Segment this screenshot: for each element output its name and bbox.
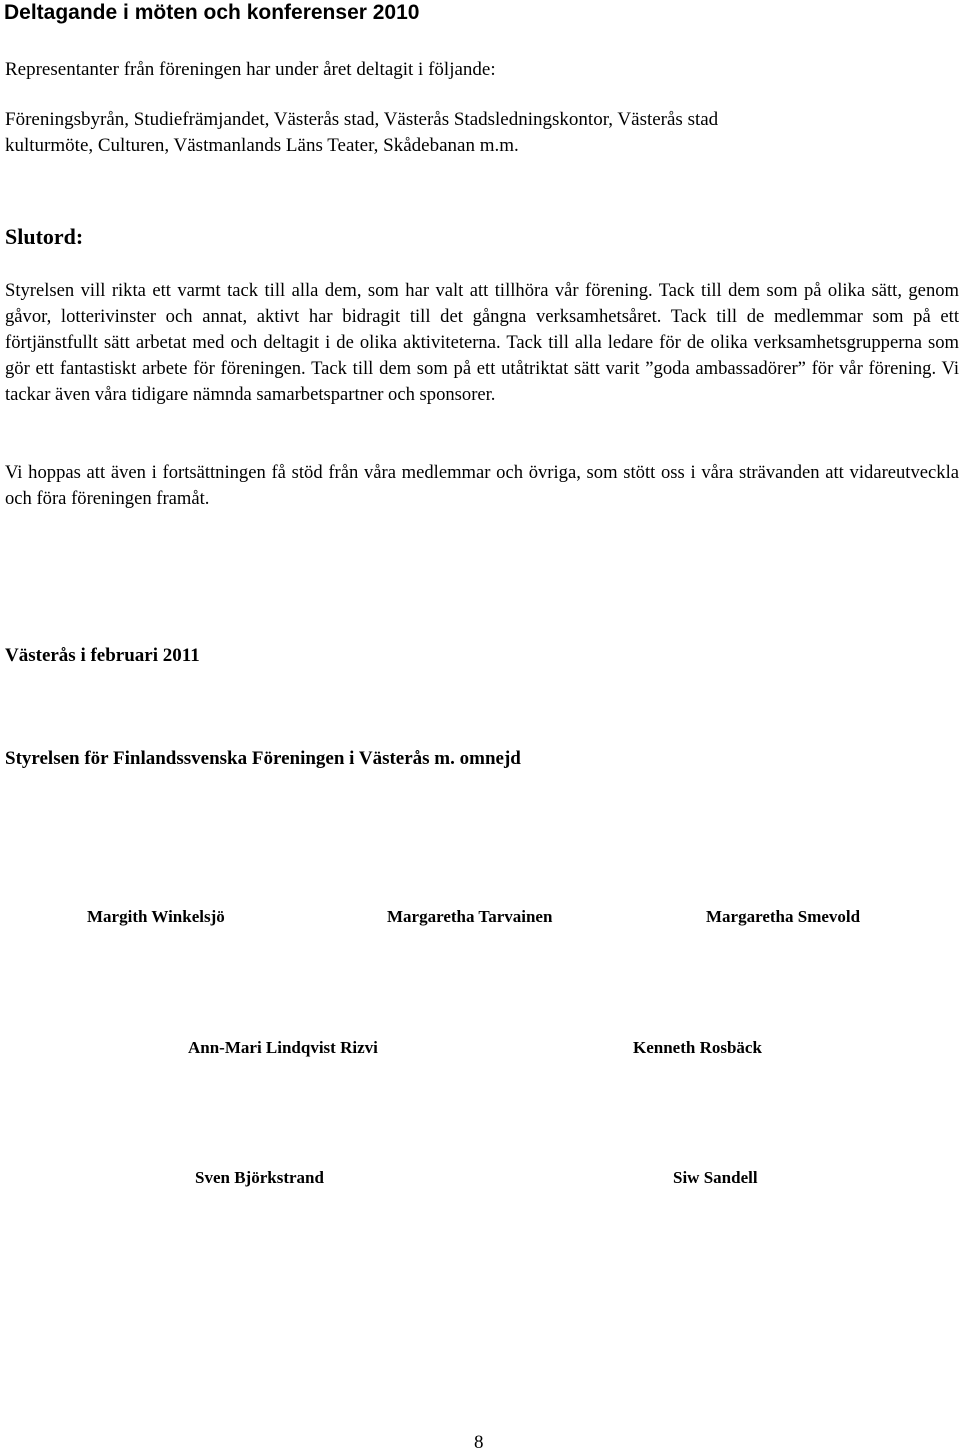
hope-paragraph: Vi hoppas att även i fortsättningen få stöd från våra medlemmar och övriga, som stött oss i våra strävanden att vidareutveckla och föra föreningen framåt. bbox=[5, 462, 959, 509]
signature-name: Ann-Mari Lindqvist Rizvi bbox=[188, 1038, 378, 1057]
board-line: Styrelsen för Finlandssvenska Föreningen i Västerås m. omnejd bbox=[5, 748, 521, 769]
signature-name: Sven Björkstrand bbox=[195, 1168, 324, 1187]
signature-name: Margaretha Tarvainen bbox=[387, 907, 553, 926]
signature-name: Kenneth Rosbäck bbox=[633, 1038, 762, 1057]
section-title: Deltagande i möten och konferenser 2010 bbox=[4, 1, 420, 24]
intro-text: Representanter från föreningen har under året deltagit i följande: bbox=[5, 59, 496, 80]
signature-name: Siw Sandell bbox=[673, 1168, 758, 1187]
organizations-line-2: kulturmöte, Culturen, Västmanlands Läns Teater, Skådebanan m.m. bbox=[5, 135, 519, 156]
closing-heading: Slutord: bbox=[5, 224, 84, 249]
organizations-line-1: Föreningsbyrån, Studiefrämjandet, Västerås stad, Västerås Stadsledningskontor, Västerås stad bbox=[5, 109, 719, 130]
signature-name: Margaretha Smevold bbox=[706, 907, 861, 926]
closing-paragraph: Styrelsen vill rikta ett varmt tack till alla dem, som har valt att tillhöra vår förening. Tack till dem som på olika sätt, genom gåvor, lotterivinster och annat, aktivt har bidragit till det gångna verksamhetsåret. Tack till de medlemmar som på ett förtjänstfullt sätt arbetat med och deltagit i de olika aktiviteterna. Tack till alla ledare för de olika verksamhetsgrupperna som gör ett fantastiskt arbete för föreningen. Tack till dem som på ett utåtriktat sätt varit ”goda ambassadörer” för vår förening. Vi tackar även våra tidigare nämnda samarbetspartner och sponsorer. bbox=[5, 280, 959, 405]
signature-name: Margith Winkelsjö bbox=[87, 907, 225, 926]
place-date: Västerås i februari 2011 bbox=[5, 645, 200, 666]
page-number: 8 bbox=[474, 1432, 484, 1453]
